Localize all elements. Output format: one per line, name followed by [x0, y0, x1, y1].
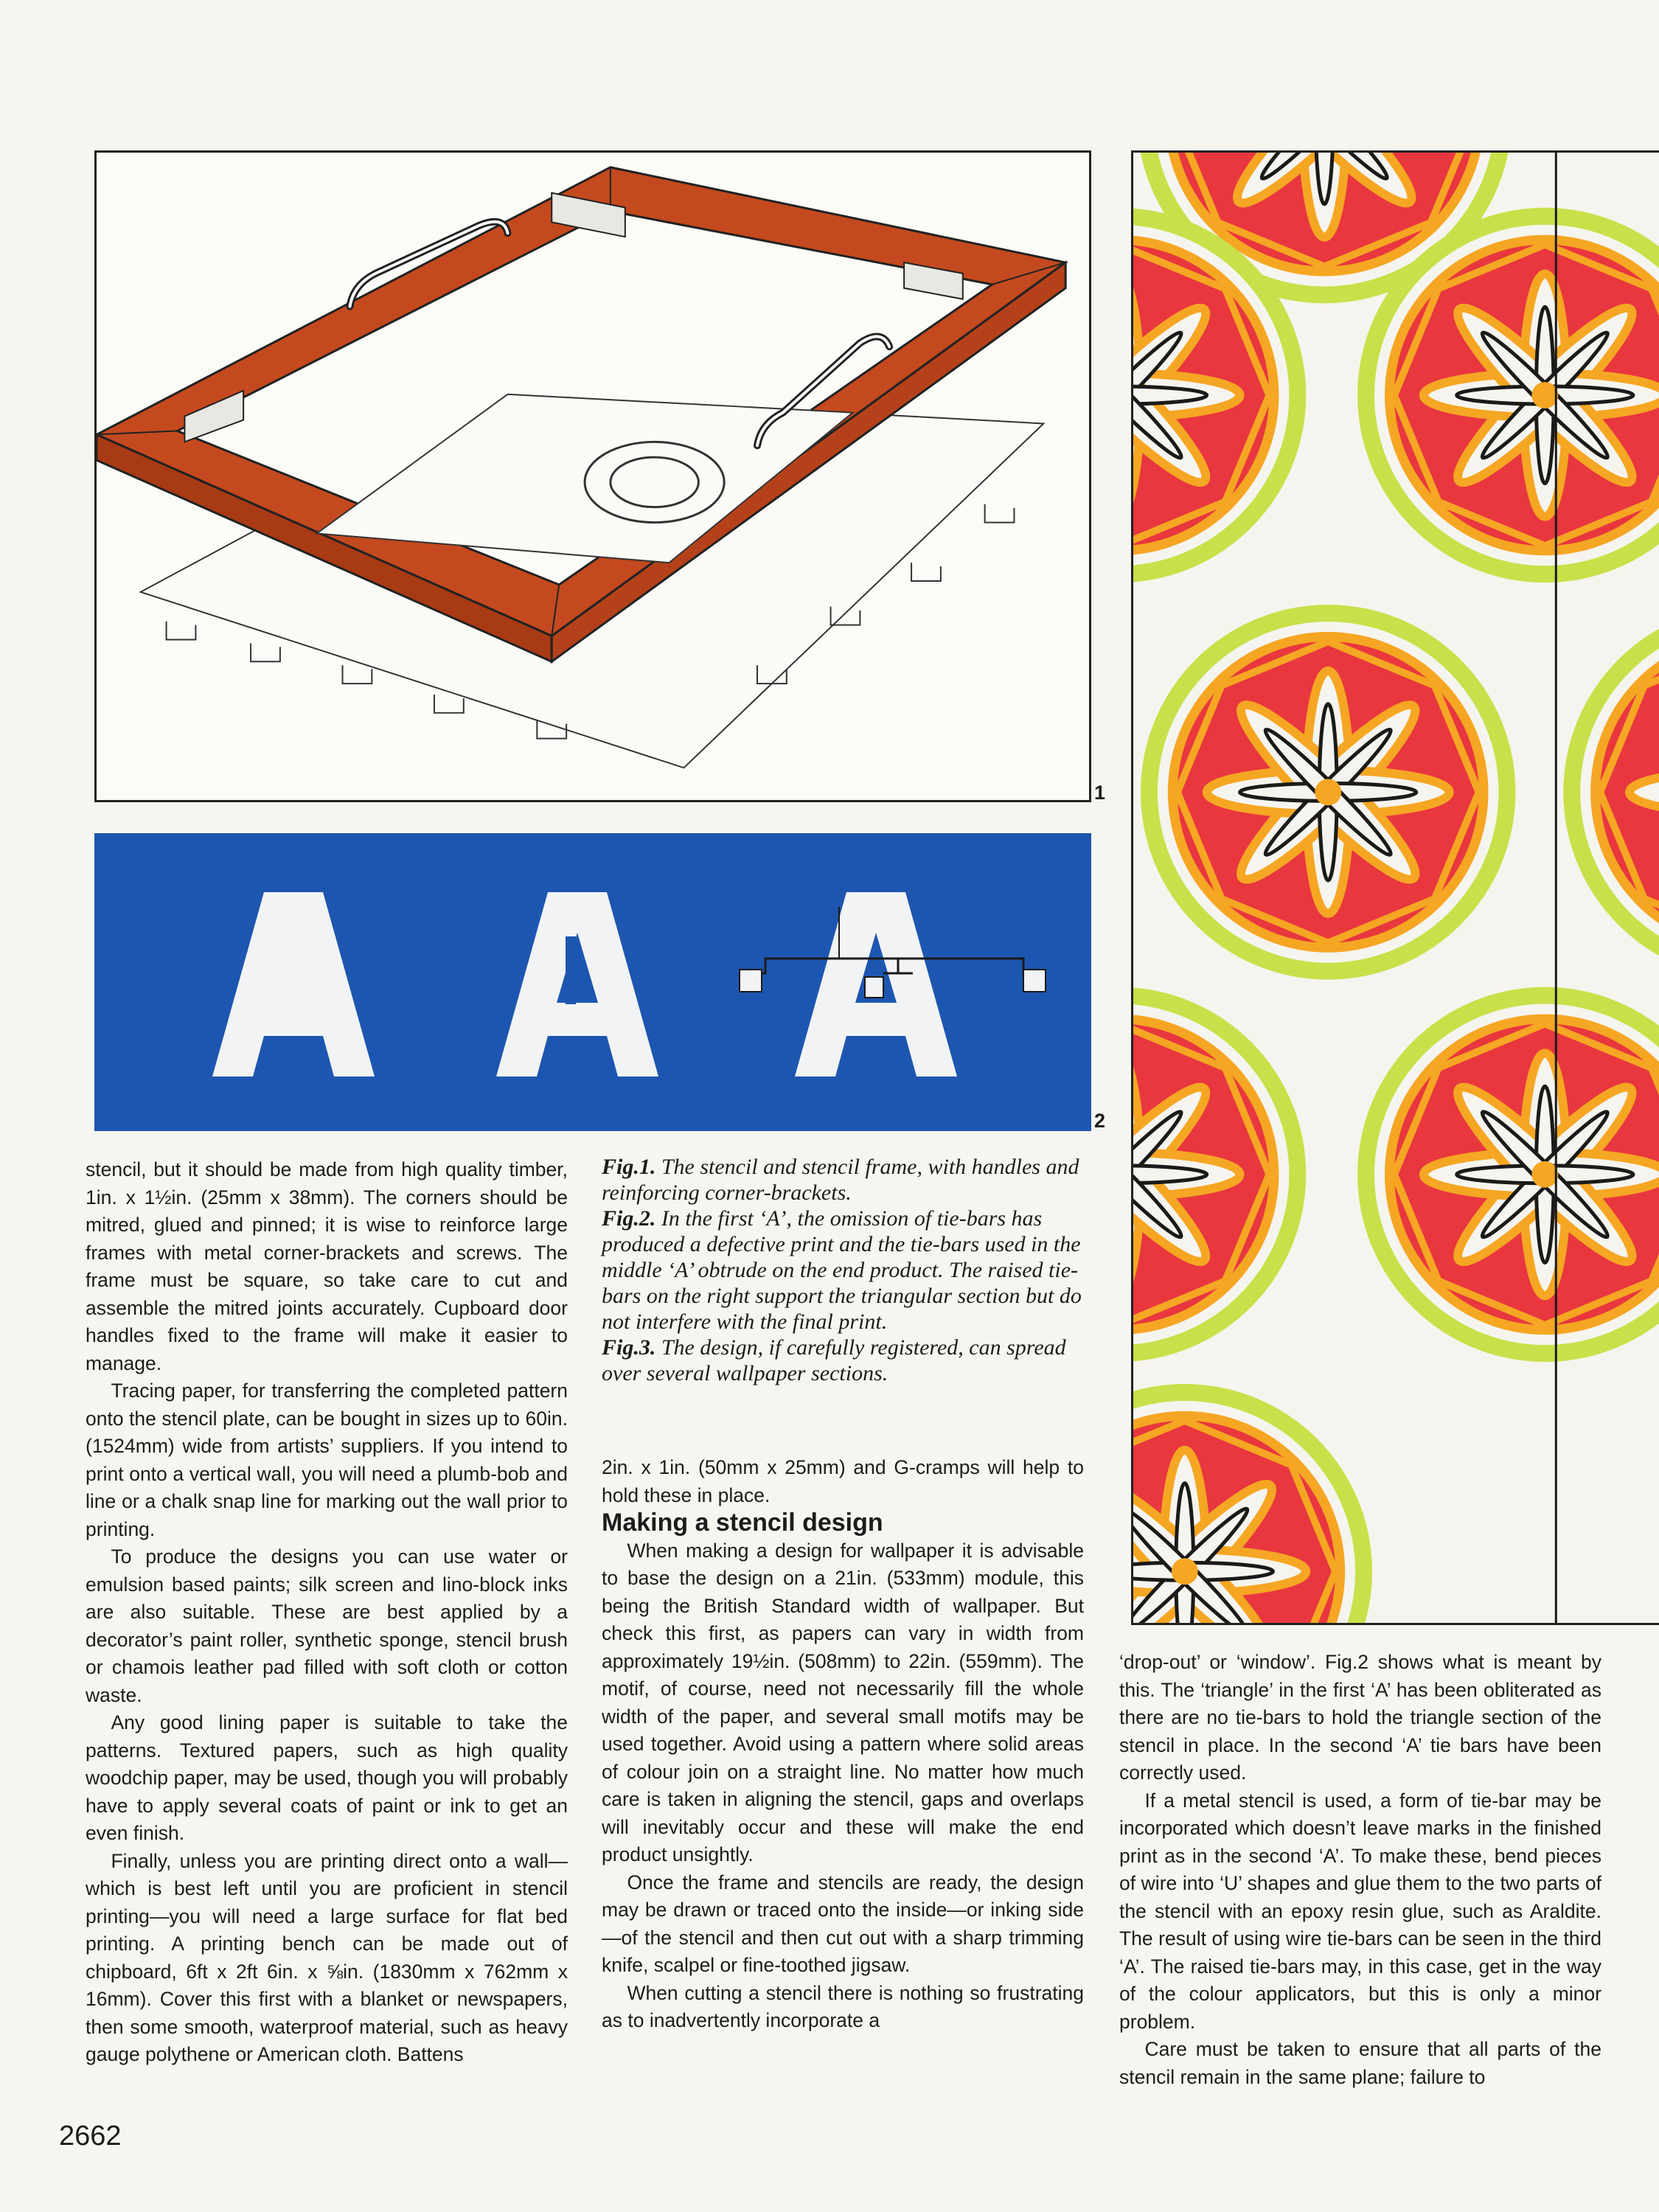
figure-1-number: 1	[1094, 782, 1106, 804]
caption-fig3: Fig.3. The design, if carefully registered, can spread over several wallpaper sections.	[602, 1335, 1066, 1385]
text-column-2	[602, 1454, 1084, 2035]
paragraph: When cutting a stencil there is nothing so frustrating as to inadvertently incorporate a	[602, 1981, 1084, 2031]
figure-2-stencil-letters	[94, 833, 1091, 1131]
paragraph: Tracing paper, for transferring the completed pattern onto the stencil plate, can be bought in sizes up to 60in. (1524mm) wide from artists’ suppliers. If you intend to print onto a vertical wall, you will need a plumb-bob and line or a chalk snap line for marking out the wall prior to printing.	[86, 1380, 568, 1540]
text-column-1	[86, 1156, 568, 2069]
letter-a-wire-tie-bars	[740, 892, 1046, 1077]
medallion	[1133, 1384, 1372, 1623]
figure-2-number: 2	[1094, 1110, 1106, 1132]
stencil-frame-illustration	[97, 153, 1089, 800]
section-heading: Making a stencil design	[602, 1509, 883, 1537]
letter-a-defective	[212, 892, 375, 1077]
caption-fig2: Fig.2. In the first ‘A’, the omission of tie-bars has produced a defective print and the tie-bars used in the middle ‘A’ obtrude on the end product. The raised tie-bars on the right support the triangular section but do not interfere with the final print.	[602, 1206, 1082, 1334]
medallion	[1357, 987, 1659, 1362]
medallion	[1133, 987, 1306, 1362]
paragraph: When making a design for wallpaper it is advisable to base the design on a 21in. (533mm) module, this being the British Standard width of wallpaper. But check this first, as papers can vary in width from approximately 19½in. (508mm) to 22in. (559mm). The motif, of course, need not necessarily fill the whole width of the paper, and several small motifs may be used together. Avoid using a pattern where solid areas of colour join on a straight line. No matter how much care is taken in aligning the stencil, gaps and overlaps will inevitably occur and these will make the end product unsightly.	[602, 1539, 1084, 1865]
medallion	[1141, 605, 1515, 979]
medallion	[1563, 605, 1659, 979]
paragraph: Care must be taken to ensure that all parts of the stencil remain in the same plane; failure to	[1119, 2038, 1601, 2088]
paragraph: If a metal stencil is used, a form of tie-bar may be incorporated which doesn’t leave marks in the finished print as in the second ‘A’. To make these, bend pieces of wire into ‘U’ shapes and glue them to the two parts of the stencil with an epoxy resin glue, such as Araldite. The result of using wire tie-bars can be seen in the third ‘A’. The raised tie-bars may, in this case, get in the way of the colour applicators, but this is only a minor problem.	[1119, 1789, 1601, 2033]
paragraph: Any good lining paper is suitable to take the patterns. Textured papers, such as high quality woodchip paper, may be used, though you will probably have to apply several coats of paint or ink to get an even finish.	[86, 1711, 568, 1844]
paragraph: 2in. x 1in. (50mm x 25mm) and G-cramps will help to hold these in place.	[602, 1456, 1084, 1506]
paragraph: stencil, but it should be made from high quality timber, 1in. x 1½in. (25mm x 38mm). The corners should be mitred, glued and pinned; it is wise to reinforce large frames with metal corner-brackets and screws. The frame must be square, so take care to cut and assemble the mitred joints accurately. Cupboard door handles fixed to the frame will make it easier to manage.	[86, 1158, 568, 1374]
figure-3-wallpaper-pattern	[1131, 150, 1659, 1625]
paragraph: Finally, unless you are printing direct onto a wall—which is best left until you are proficient in stencil printing—you will need a large surface for flat bed printing. A printing bench can be made out of chipboard, 6ft x 2ft 6in. x ⅝in. (1830mm x 762mm x 16mm). Cover this first with a blanket or newspapers, then some smooth, waterproof material, such as heavy gauge polythene or American cloth. Battens	[86, 1849, 568, 2065]
paragraph: Once the frame and stencils are ready, the design may be drawn or traced onto the inside—or inking side—of the stencil and then cut out with a sharp trimming knife, scalpel or fine-toothed jigsaw.	[602, 1871, 1084, 1976]
figure-captions	[602, 1154, 1103, 1386]
paragraph: ‘drop-out’ or ‘window’. Fig.2 shows what is meant by this. The ‘triangle’ in the first ‘A’ has been obliterated as there are no tie-bars to hold the triangle section of the stencil in place. In the second ‘A’ tie bars have been correctly used.	[1119, 1651, 1601, 1784]
figure-1-stencil-frame	[94, 150, 1091, 802]
page-number: 2662	[59, 2121, 122, 2152]
caption-fig1: Fig.1. The stencil and stencil frame, with handles and reinforcing corner-brackets.	[602, 1155, 1079, 1205]
paragraph: To produce the designs you can use water or emulsion based paints; silk screen and lino-block inks are also suitable. These are best applied by a decorator’s paint roller, synthetic sponge, stencil brush or chamois leather pad filled with soft cloth or cotton waste.	[86, 1545, 568, 1706]
letter-a-tie-bars	[496, 892, 658, 1077]
text-column-3	[1119, 1649, 1601, 2091]
